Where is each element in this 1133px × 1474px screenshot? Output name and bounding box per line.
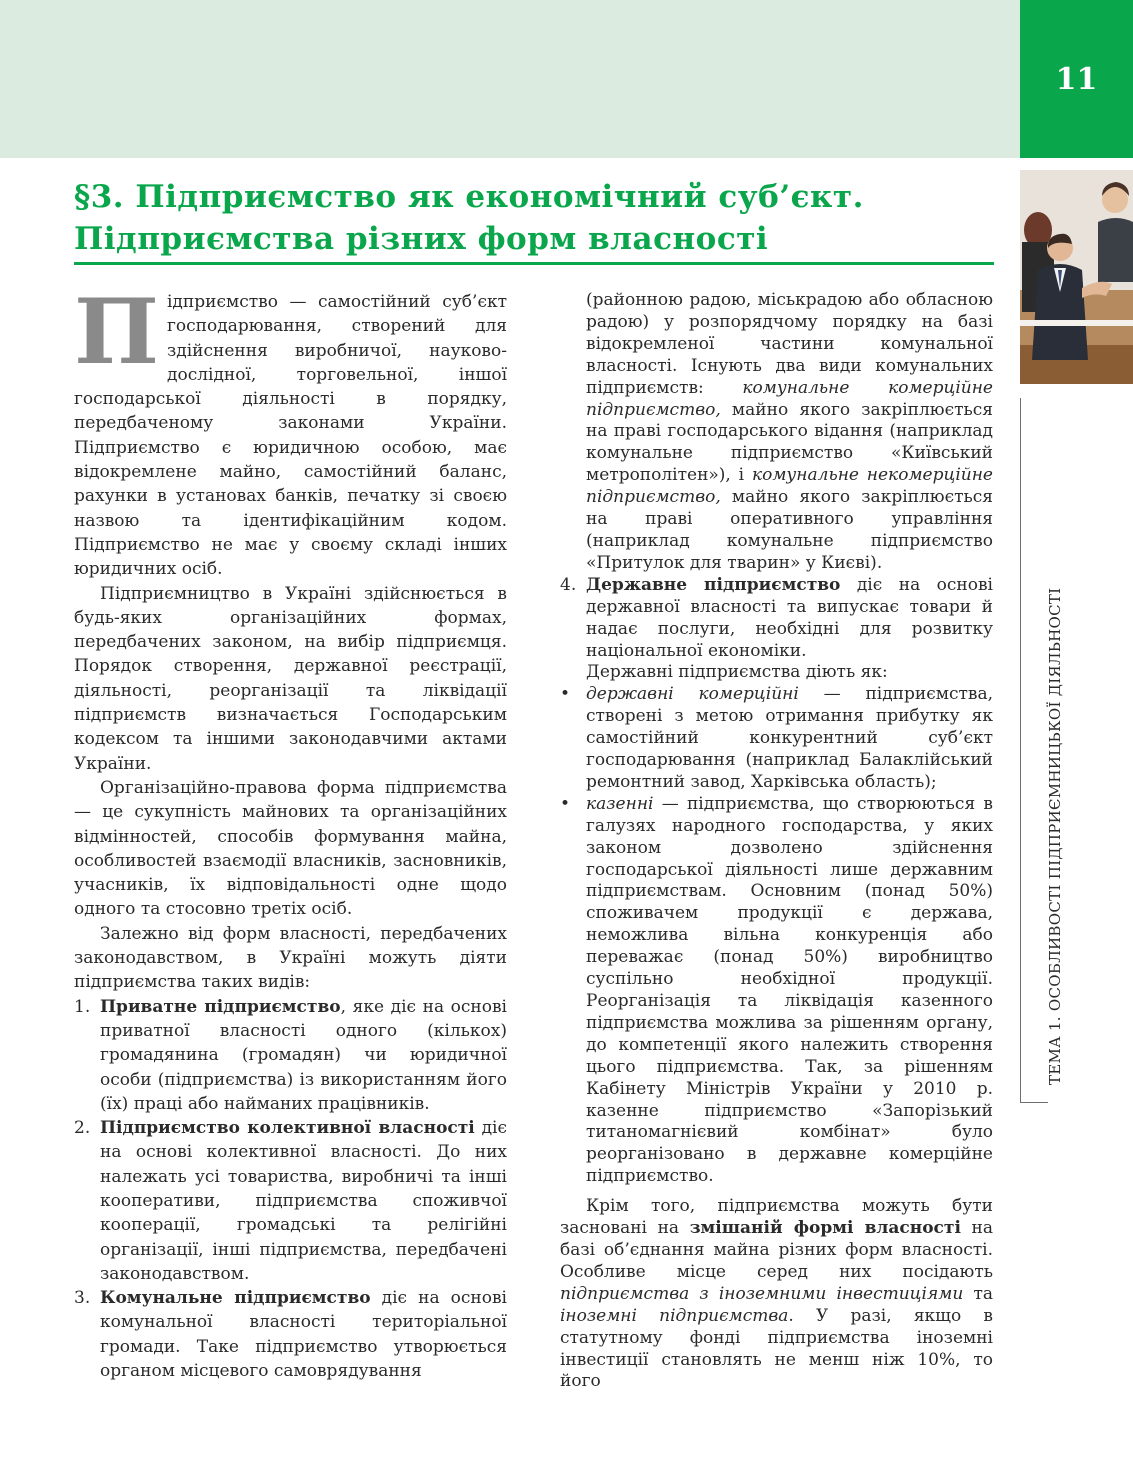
- list-item-private: [74, 995, 507, 1116]
- topic-side-label: ТЕМА 1. ОСОБЛИВОСТІ ПІДПРИЄМНИЦЬКОЇ ДІЯЛЬНОСТІ: [1046, 587, 1064, 1085]
- section-title-line1: §3. Підприємство як економічний суб’єкт.: [74, 179, 864, 215]
- term-treasury: казенні: [586, 793, 654, 814]
- paragraph-definition-text: ідприємство — самостійний суб’єкт господарювання, створений для здійснення виробничої, науково-дослідної, торговельної, іншої господарської діяльності в порядку, передбаченому законами України. Підприємство є юридичною особою, має відокремлене майно, самостійний баланс, рахунки в установах банків, печатку зі своєю назвою та ідентифікаційним кодом. Підприємство не має у своєму складі інших юридичних осіб.: [74, 292, 507, 580]
- paragraph-text: на базі об’єднання майна різних форм власності. Особливе місце серед них посідають: [560, 1218, 993, 1282]
- list-item-state: [560, 575, 993, 663]
- header-band: [0, 0, 1020, 158]
- term-communal-commercial: комунальне комерційне підприємство,: [586, 377, 993, 420]
- list-item-text: діє на основі колективної власності. До них належать усі товариства, виробничі та інші кооперативи, підприємства споживчої кооперації, громадські та релігійні організації, інші підприємства, передбачені законодавством.: [100, 1118, 507, 1284]
- page-number: 11: [1020, 0, 1133, 158]
- paragraph-entrepreneurship: Підприємництво в Україні здійснюється в будь-яких організаційних формах, передбачених законом, на вибір підприємця. Порядок створення, державної реєстрації, діяльності, реорганізації та ліквідації підприємств визначається Господарським кодексом та іншими законодавчими актами України.: [74, 583, 507, 774]
- term-communal: Комунальне підприємство: [100, 1288, 371, 1309]
- section-title: [74, 176, 994, 260]
- list-item-collective: [74, 1116, 507, 1286]
- term-communal-noncommercial: комунальне некомерційне підприємство,: [586, 465, 993, 508]
- section-title-line2: Підприємства різних форм власності: [74, 221, 769, 257]
- list-item-text: майно якого закріплюється на праві господарського відання (наприклад комунальне підприємство «Київський метрополітен»), і: [586, 399, 993, 486]
- paragraph-definition: [74, 279, 507, 582]
- drop-cap: П: [74, 279, 159, 385]
- paragraph-types-intro: Залежно від форм власності, передбачених законодавством, в Україні можуть діяти підприємства таких видів:: [74, 923, 507, 993]
- list-number: 4.: [560, 574, 577, 595]
- term-mixed-ownership: змішаній формі власності: [689, 1218, 961, 1239]
- paragraph-text: Крім того, підприємства можуть бути засновані на: [560, 1196, 993, 1239]
- list-number: 2.: [74, 1118, 91, 1139]
- term-private: Приватне підприємство: [100, 996, 341, 1017]
- term-foreign-enterprises: іноземні підприємства: [560, 1305, 789, 1326]
- bullet-text: — підприємства, створені з метою отримання прибутку як самостійний конкурентний суб’єкт господарювання (наприклад Балаклійський ремонтний завод, Харківська область);: [586, 684, 993, 792]
- term-foreign-investment: підприємства з іноземними інвестиціями: [560, 1283, 964, 1304]
- list-item-communal: [74, 1286, 507, 1383]
- list-item-state-sub: Державні підприємства діють як:: [586, 662, 888, 683]
- term-state-commercial: державні комерційні: [586, 684, 799, 705]
- paragraph-text: та: [963, 1283, 993, 1304]
- list-item-text: майно якого закріплюється на праві оперативного управління (наприклад комунальне підприємство «Притулок для тварин» у Києві).: [586, 487, 993, 573]
- list-item-text: діє на основі комунальної власності територіальної громади. Таке підприємство утворюється органом місцевого самоврядування: [100, 1288, 507, 1382]
- side-rule: [1020, 398, 1021, 1103]
- title-underline: [74, 262, 994, 265]
- side-rule-tick: [1020, 1102, 1048, 1103]
- paragraph-text: . У разі, якщо в статутному фонді підприємства іноземні інвестиції становлять не менш ніж 10%, то його: [560, 1305, 993, 1392]
- bullet-marker: •: [560, 684, 571, 705]
- bullet-text: — підприємства, що створюються в галузях народного господарства, у яких законом дозволено здійснення господарської діяльності лише державним підприємствам. Основним (понад 50%) споживачем продукції є держава, неможлива вільна конкуренція або переважає (понад 50%) виробництво суспільно необхідної продукції. Реорганізація та ліквідація казенного підприємства можлива за рішенням органу, до компетенції якого належить створення цього підприємства. Так, за рішенням Кабінету Міністрів України у 2010 р. казенне підприємство «Запорізький титаномагнієвий комбінат» було реорганізовано в державне комерційне підприємство.: [586, 793, 993, 1187]
- bullet-state-commercial: [560, 684, 993, 794]
- list-item-text: , яке діє на основі приватної власності одного (кількох) громадянина (громадян) чи юридичної особи (підприємства) із використанням його (їх) праці або найманих працівників.: [100, 996, 507, 1114]
- bullet-state-treasury: [560, 794, 993, 1188]
- bullet-marker: •: [560, 793, 571, 814]
- paragraph-legal-form: Організаційно-правова форма підприємства — це сукупність майнових та організаційних відмінностей, способів формування майна, особливостей взаємодії власників, засновників, учасників, їх відповідальності одне щодо одного та стосовно третіх осіб.: [74, 777, 507, 920]
- business-handshake-photo: [1020, 170, 1133, 384]
- list-number: 3.: [74, 1288, 91, 1309]
- list-item-text: діє на основі державної власності та випускає товари й надає послуги, необхідні для розвитку національної економіки.: [586, 574, 993, 661]
- term-state: Державне підприємство: [586, 574, 841, 595]
- list-number: 1.: [74, 996, 91, 1017]
- list-item-communal-continued: [560, 290, 993, 575]
- paragraph-mixed-ownership: [560, 1196, 993, 1393]
- left-column: [74, 279, 507, 1383]
- right-column: [560, 290, 993, 1393]
- term-collective: Підприємство колективної власності: [100, 1118, 475, 1139]
- list-item-text: (районною радою, міськрадою або обласною радою) у розпорядчому порядку на базі відокремленої частини комунальної власності. Існують два види комунальних підприємств:: [586, 290, 993, 398]
